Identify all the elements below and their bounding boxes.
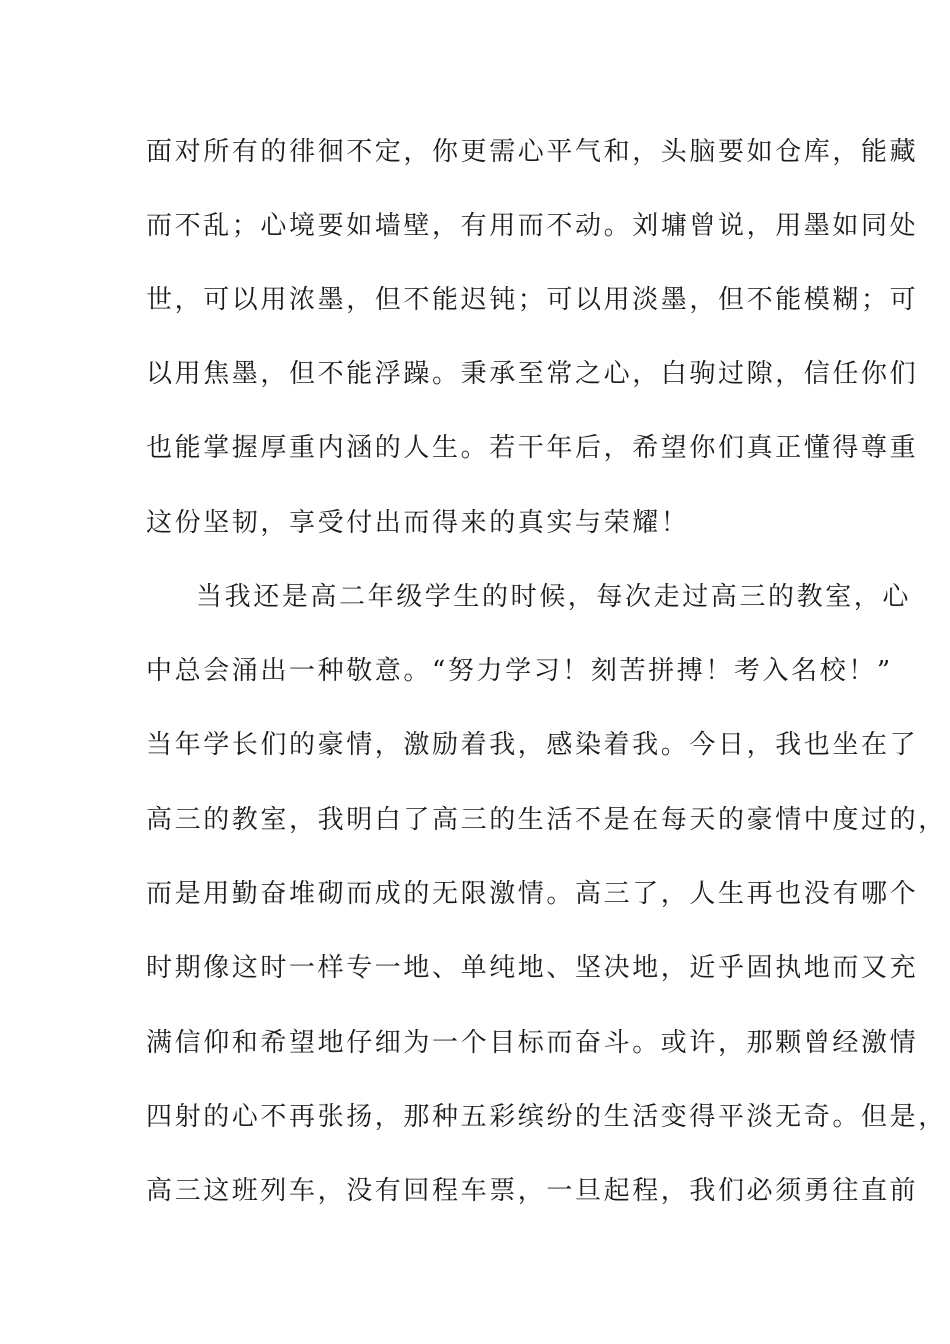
text-line: 当年学长们的豪情，激励着我，感染着我。今日，我也坐在了: [146, 730, 919, 760]
text-line: 时期像这时一样专一地、单纯地、坚决地，近乎固执地而又充: [146, 953, 919, 983]
text-line: 这份坚韧，享受付出而得来的真实与荣耀！: [146, 508, 690, 538]
text-line: 四射的心不再张扬，那种五彩缤纷的生活变得平淡无奇。但是，: [146, 1102, 947, 1132]
text-line: 而是用勤奋堆砌而成的无限激情。高三了，人生再也没有哪个: [146, 879, 919, 909]
text-line: 中总会涌出一种敬意。“努力学习！刻苦拼搏！考入名校！”: [146, 656, 893, 686]
text-line: 世，可以用浓墨，但不能迟钝；可以用淡墨，但不能模糊；可: [146, 285, 919, 315]
text-line: 而不乱；心境要如墙壁，有用而不动。刘墉曾说，用墨如同处: [146, 211, 919, 241]
text-line: 高三的教室，我明白了高三的生活不是在每天的豪情中度过的，: [146, 805, 947, 835]
text-line: 面对所有的徘徊不定，你更需心平气和，头脑要如仓库，能藏: [146, 137, 919, 167]
text-line: 高三这班列车，没有回程车票，一旦起程，我们必须勇往直前: [146, 1176, 919, 1206]
text-line: 以用焦墨，但不能浮躁。秉承至常之心，白驹过隙，信任你们: [146, 359, 919, 389]
paragraph-first-line: 当我还是高二年级学生的时候，每次走过高三的教室，心: [196, 582, 912, 612]
text-line: 满信仰和希望地仔细为一个目标而奋斗。或许，那颗曾经激情: [146, 1028, 919, 1058]
text-line: 也能掌握厚重内涵的人生。若干年后，希望你们真正懂得尊重: [146, 433, 919, 463]
